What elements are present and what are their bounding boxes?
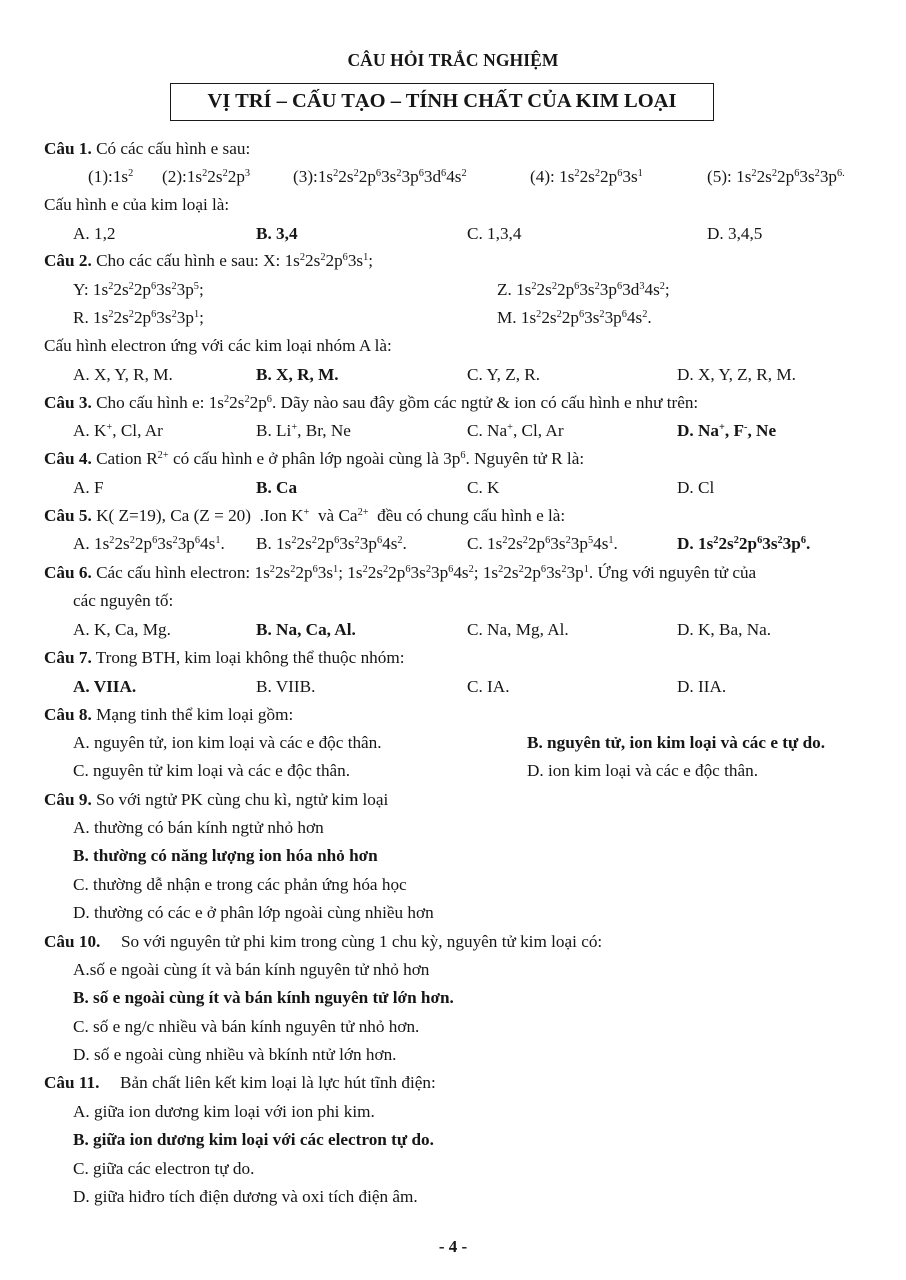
options	[0, 732, 906, 754]
question-label: Câu 3.	[44, 393, 92, 412]
options	[0, 760, 906, 782]
option-b-correct: B. 3,4	[256, 224, 298, 243]
config-2: $(2):1s^22s^22p^3$	[162, 167, 251, 186]
question-label: Câu 9.	[44, 790, 92, 809]
option-c: C. giữa các electron tự do.	[73, 1159, 255, 1178]
question-5: Câu 5. K( Z=19), Ca (Z = 20) .Ion K+ và $Ca^{2+}$ đều có chung cấu hình e là:	[44, 506, 566, 525]
option-b: B. Li+, Br, Ne	[256, 421, 351, 440]
config-m: M. $1s^22s^22p^63s^23p^64s^2$.	[497, 308, 652, 327]
option-a: A. nguyên tử, ion kim loại và các e độc thân.	[73, 733, 382, 752]
question-text-2: các nguyên tố:	[73, 591, 174, 610]
option-a: A. K+, Cl, Ar	[73, 421, 163, 440]
option-d: D. K, Ba, Na.	[677, 620, 772, 639]
option-c: C. 1,3,4	[467, 224, 522, 243]
question-label: Câu 8.	[44, 705, 92, 724]
options	[0, 619, 906, 641]
question-text: Bản chất liên kết kim loại là lực hút tĩnh điện:	[120, 1073, 436, 1092]
option-c: C. K	[467, 478, 500, 497]
option-b-correct: B. giữa ion dương kim loại với các electron tự do.	[73, 1130, 434, 1149]
question-text: Mạng tinh thể kim loại gồm:	[96, 705, 294, 724]
config-5: (5): $1s^22s^22p^63s^23p^{6.}$	[707, 167, 845, 186]
question-text: Trong BTH, kim loại không thể thuộc nhóm:	[95, 648, 405, 667]
question-text: Có các cấu hình e sau:	[96, 139, 251, 158]
option-a: A. giữa ion dương kim loại với ion phi kim.	[73, 1102, 375, 1121]
question-label: Câu 11.	[44, 1073, 100, 1092]
question-10	[44, 931, 602, 953]
question-text-2: Cấu hình e của kim loại là:	[44, 195, 230, 214]
options	[0, 477, 906, 499]
option-d: D. thường có các e ở phân lớp ngoài cùng nhiều hơn	[73, 903, 434, 922]
question-label: Câu 1.	[44, 139, 92, 158]
config-3: $(3):1s^22s^22p^63s^23p^63d^64s^2$	[293, 167, 467, 186]
option-b-correct: B. Na, Ca, Al.	[256, 620, 356, 639]
option-d: D. ion kim loại và các e độc thân.	[527, 761, 758, 780]
config-4: (4): $1s^22s^22p^63s^1$	[530, 167, 643, 186]
option-c: C. Y, Z, R.	[467, 365, 541, 384]
options	[0, 533, 906, 555]
question-text-2: Cấu hình electron ứng với các kim loại nhóm A là:	[44, 336, 392, 355]
question-8	[44, 704, 293, 726]
question-4: Câu 4. Cation $R^{2+}$ có cấu hình e ở phân lớp ngoài cùng là $3p^6$. Nguyên tử R là:	[44, 449, 585, 468]
option-a: A. F	[73, 478, 104, 497]
option-d: D. IIA.	[677, 677, 727, 696]
option-b-correct: B. X, R, M.	[256, 365, 339, 384]
option-d: D. 3,4,5	[707, 224, 763, 243]
question-label: Câu 6.	[44, 563, 92, 582]
option-c: C. IA.	[467, 677, 510, 696]
config-list	[0, 307, 906, 329]
option-b-correct: B. số e ngoài cùng ít và bán kính nguyên tử lớn hơn.	[73, 988, 454, 1007]
option-c: C. thường dễ nhận e trong các phản ứng hóa học	[73, 875, 407, 894]
config-r: R. $1s^22s^22p^63s^23p^1$;	[73, 308, 204, 327]
option-a: A. X, Y, R, M.	[73, 365, 173, 384]
option-d: D. giữa hiđro tích điện dương và oxi tích điện âm.	[73, 1187, 418, 1206]
option-a: A. K, Ca, Mg.	[73, 620, 171, 639]
config-list	[0, 166, 906, 188]
question-2: Câu 2. Cho các cấu hình e sau: X: $1s^22s^22p^63s^1$;	[44, 251, 374, 270]
option-d: D. số e ngoài cùng nhiều và bkính ntử lớn hơn.	[73, 1045, 397, 1064]
config-y: Y: $1s^22s^22p^63s^23p^5$;	[73, 280, 204, 299]
document-subtitle-box: VỊ TRÍ – CẤU TẠO – TÍNH CHẤT CỦA KIM LOẠI	[170, 83, 714, 121]
options	[0, 223, 906, 245]
config-list	[0, 279, 906, 301]
question-label: Câu 4.	[44, 449, 92, 468]
question-label: Câu 10.	[44, 932, 101, 951]
question-6: Câu 6. Các cấu hình electron: $1s^22s^22p^63s^1$; $1s^22s^22p^63s^23p^64s^2$; $1s^22s^22p^63s^23p^1$. Ứng với nguyên tử của	[44, 563, 757, 582]
options	[0, 676, 906, 698]
option-d-correct: D. $1s^22s^22p^63s^23p^6$.	[677, 534, 811, 553]
option-b: B. VIIB.	[256, 677, 316, 696]
question-text: So với ngtử PK cùng chu kì, ngtử kim loại	[96, 790, 389, 809]
option-d: D. Cl	[677, 478, 715, 497]
option-a: A.số e ngoài cùng ít và bán kính nguyên tử nhỏ hơn	[73, 960, 430, 979]
question-label: Câu 5.	[44, 506, 92, 525]
option-b-correct: B. Ca	[256, 478, 298, 497]
question-11	[44, 1072, 436, 1094]
option-c: C. Na, Mg, Al.	[467, 620, 569, 639]
question-text: So với nguyên tử phi kim trong cùng 1 chu kỳ, nguyên tử kim loại có:	[120, 932, 603, 951]
option-b-correct: B. nguyên tử, ion kim loại và các e tự do.	[527, 733, 826, 752]
options	[0, 364, 906, 386]
option-a: A. thường có bán kính ngtử nhỏ hơn	[73, 818, 324, 837]
question-7	[44, 647, 405, 669]
option-c: C. nguyên tử kim loại và các e độc thân.	[73, 761, 351, 780]
option-b: B. $1s^22s^22p^63s^23p^64s^2$.	[256, 534, 407, 553]
option-d: D. X, Y, Z, R, M.	[677, 365, 796, 384]
option-b-correct: B. thường có năng lượng ion hóa nhỏ hơn	[73, 846, 378, 865]
question-label: Câu 2.	[44, 251, 92, 270]
question-1	[44, 138, 250, 160]
question-label: Câu 7.	[44, 648, 92, 667]
option-c: C. $1s^22s^22p^63s^23p^54s^1$.	[467, 534, 618, 553]
document-title: CÂU HỎI TRẮC NGHIỆM	[347, 50, 559, 70]
page-number: - 4 -	[438, 1237, 468, 1256]
option-c: C. Na+, Cl, Ar	[467, 421, 564, 440]
option-c: C. số e ng/c nhiều và bán kính nguyên tử nhỏ hơn.	[73, 1017, 420, 1036]
question-3: Câu 3. Cho cấu hình e: $1s^22s^22p^6$. Dãy nào sau đây gồm các ngtử & ion có cấu hình e như trên:	[44, 393, 699, 412]
options	[0, 420, 906, 442]
option-a-correct: A. VIIA.	[73, 677, 137, 696]
question-9	[44, 789, 388, 811]
config-1: $(1):1s^2$	[88, 167, 134, 186]
option-d-correct: D. Na+, F-, Ne	[677, 421, 777, 440]
option-a: A. 1,2	[73, 224, 116, 243]
config-z: Z. $1s^22s^22p^63s^23p^63d^34s^2$;	[497, 280, 670, 299]
option-a: A. $1s^22s^22p^63s^23p^64s^1$.	[73, 534, 225, 553]
